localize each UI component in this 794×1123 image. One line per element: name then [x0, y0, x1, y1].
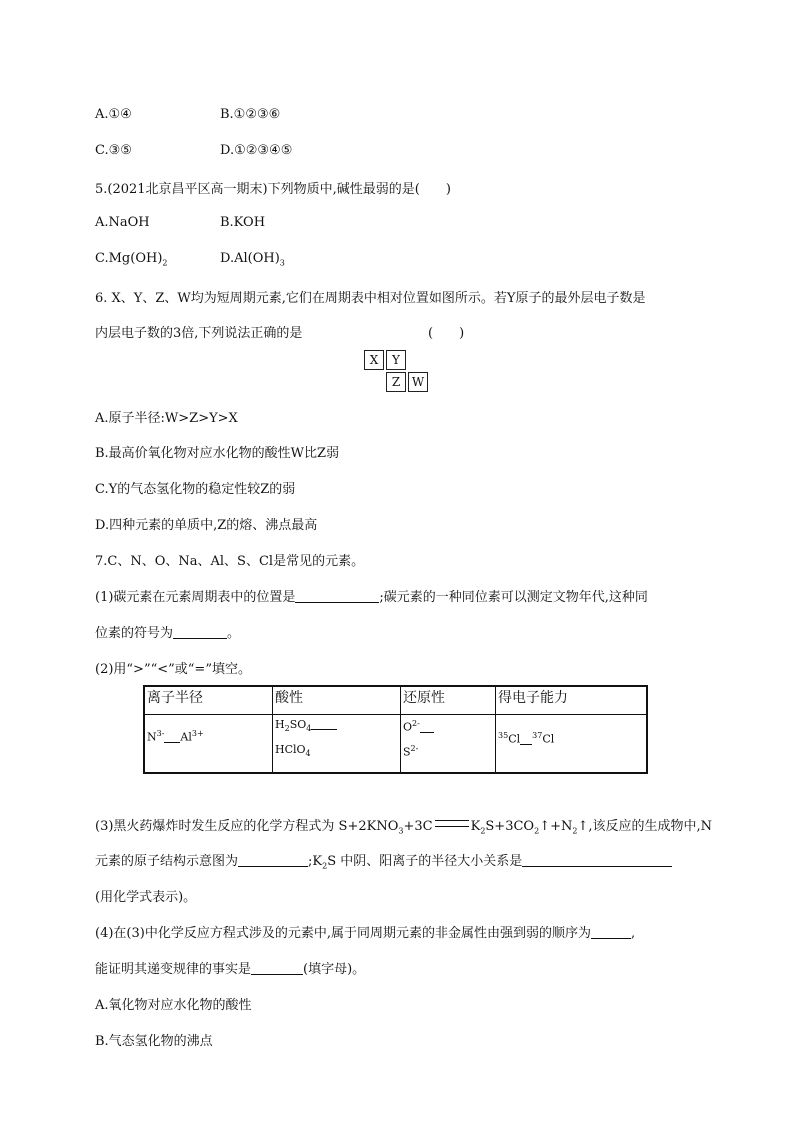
q7-part3-line2-b: ;K — [308, 854, 323, 869]
q5-option-d-text: D.Al(OH) — [220, 251, 280, 266]
q5-option-c-text: C.Mg(OH) — [95, 251, 163, 266]
sub: 2 — [534, 826, 540, 836]
q7-option-b: B.气态氢化物的沸点 — [95, 1034, 213, 1049]
grid-cell-y: Y — [386, 350, 406, 370]
red-o: O — [403, 720, 413, 734]
q7-part3-text-e: ↑+N — [539, 819, 573, 834]
comparison-table — [143, 685, 648, 774]
table-cell-ion-radius — [144, 715, 273, 774]
ion-al: Al — [180, 730, 192, 744]
table-header-row — [144, 686, 647, 715]
answer-blank — [420, 720, 434, 733]
q7-part2: (2)用“>”“<”或“=”填空。 — [95, 662, 251, 677]
q6-stem-line1: 6. X、Y、Z、W均为短周期元素,它们在周期表中相对位置如图所示。若Y原子的最外层电子数是 — [95, 291, 646, 306]
q7-part1-line2 — [95, 622, 240, 641]
grid-cell-z: Z — [386, 372, 406, 392]
q7-part4-line2-b: (填字母)。 — [303, 962, 366, 977]
q4-option-d: D.①②③④⑤ — [220, 143, 293, 158]
red-o-charge: 2- — [412, 719, 420, 728]
q4-option-c: C.③⑤ — [95, 143, 132, 158]
isotope-37-cl: Cl — [542, 732, 555, 746]
periodic-table-fragment — [364, 350, 430, 394]
answer-blank — [251, 962, 303, 975]
acid-1-sub1: 2 — [284, 724, 290, 734]
sub: 2 — [322, 861, 328, 871]
sub: 3 — [398, 826, 404, 836]
table-header: 还原性 — [401, 686, 496, 715]
q7-part3-text-a: (3)黑火药爆炸时发生反应的化学方程式为 S+2KNO — [95, 819, 399, 834]
q7-part4-text-b: , — [630, 926, 636, 941]
q5-option-b: B.KOH — [220, 215, 266, 230]
q7-part1-line1 — [95, 586, 648, 605]
acid-2: HClO — [275, 743, 306, 757]
q6-answer-paren: ( ) — [428, 326, 465, 341]
q7-part3-text-c: K — [470, 819, 481, 834]
isotope-35: 35 — [498, 731, 509, 740]
q4-option-b: B.①②③⑥ — [220, 107, 281, 122]
acid-1-h: H — [275, 718, 285, 731]
table-cell-acidity — [273, 715, 401, 774]
q7-stem: 7.C、N、O、Na、Al、S、Cl是常见的元素。 — [95, 554, 365, 569]
equation-double-bar — [435, 820, 469, 827]
acid-1-sub2: 4 — [306, 724, 312, 734]
q5-option-a: A.NaOH — [95, 215, 150, 230]
q5-option-d-sub: 3 — [279, 258, 285, 268]
table-header: 离子半径 — [144, 686, 273, 715]
q7-part1-text-a: (1)碳元素在元素周期表中的位置是 — [95, 590, 296, 605]
answer-blank — [164, 730, 180, 743]
q7-part3-line2-a: 元素的原子结构示意图为 — [95, 854, 239, 869]
q7-part3-line2-c: S 中阴、阳离子的半径大小关系是 — [327, 854, 523, 869]
isotope-37: 37 — [532, 731, 543, 740]
sub: 2 — [480, 826, 486, 836]
answer-blank — [173, 626, 227, 639]
isotope-35-cl: Cl — [508, 732, 521, 746]
q7-part3-line1 — [95, 815, 712, 836]
q7-option-a: A.氧化物对应水化物的酸性 — [95, 998, 252, 1013]
answer-blank — [295, 590, 379, 603]
q6-option-c: C.Y的气态氢化物的稳定性较Z的弱 — [95, 482, 296, 497]
table-header: 酸性 — [273, 686, 401, 715]
q7-part3-line2 — [95, 850, 672, 871]
table-header: 得电子能力 — [496, 686, 648, 715]
q6-stem-line2: 内层电子数的3倍,下列说法正确的是 — [95, 326, 303, 341]
red-s-charge: 2- — [410, 743, 419, 753]
q7-part3-text-f: ↑,该反应的生成物中,N — [577, 819, 712, 834]
q7-part4-line2-a: 能证明其递变规律的事实是 — [95, 962, 252, 977]
ion-n-charge: 3- — [156, 729, 165, 738]
answer-blank — [238, 854, 308, 867]
ion-al-charge: 3+ — [191, 729, 204, 738]
q6-option-b: B.最高价氧化物对应水化物的酸性W比Z弱 — [95, 446, 340, 461]
q7-part4-line2 — [95, 958, 365, 977]
q5-option-c — [95, 251, 167, 268]
grid-cell-x: X — [364, 350, 384, 370]
red-s: S — [403, 745, 411, 759]
q7-part4-text-a: (4)在(3)中化学反应方程式涉及的元素中,属于同周期元素的非金属性由强到弱的顺序为 — [95, 926, 591, 941]
q7-part3-text-b: +3C — [403, 819, 433, 834]
q4-option-a: A.①④ — [95, 107, 132, 122]
q6-option-d: D.四种元素的单质中,Z的熔、沸点最高 — [95, 518, 318, 533]
q5-stem: 5.(2021北京昌平区高一期末)下列物质中,碱性最弱的是( ) — [95, 182, 451, 197]
q5-option-d — [220, 251, 285, 268]
q7-part1-text-c: 位素的符号为 — [95, 626, 174, 641]
answer-blank — [520, 732, 532, 745]
table-row — [144, 715, 647, 774]
answer-blank — [522, 854, 672, 867]
answer-blank — [311, 717, 337, 730]
q5-option-c-sub: 2 — [162, 258, 168, 268]
table-cell-electron-gain — [496, 715, 648, 774]
ion-n: N — [147, 730, 157, 744]
acid-2-sub: 4 — [305, 749, 311, 759]
answer-blank — [591, 926, 631, 939]
q7-part4-line1 — [95, 922, 635, 941]
q7-part1-text-d: 。 — [227, 626, 241, 641]
q6-option-a: A.原子半径:W>Z>Y>X — [95, 411, 238, 426]
grid-cell-w: W — [408, 372, 428, 392]
q7-part3-line3: (用化学式表示)。 — [95, 890, 197, 905]
table-cell-reducibility — [401, 715, 496, 774]
q7-part1-text-b: ;碳元素的一种同位素可以测定文物年代,这种同 — [379, 590, 648, 605]
q7-part3-text-d: S+3CO — [485, 819, 535, 834]
sub: 2 — [572, 826, 578, 836]
acid-1-mid: SO — [289, 718, 307, 731]
